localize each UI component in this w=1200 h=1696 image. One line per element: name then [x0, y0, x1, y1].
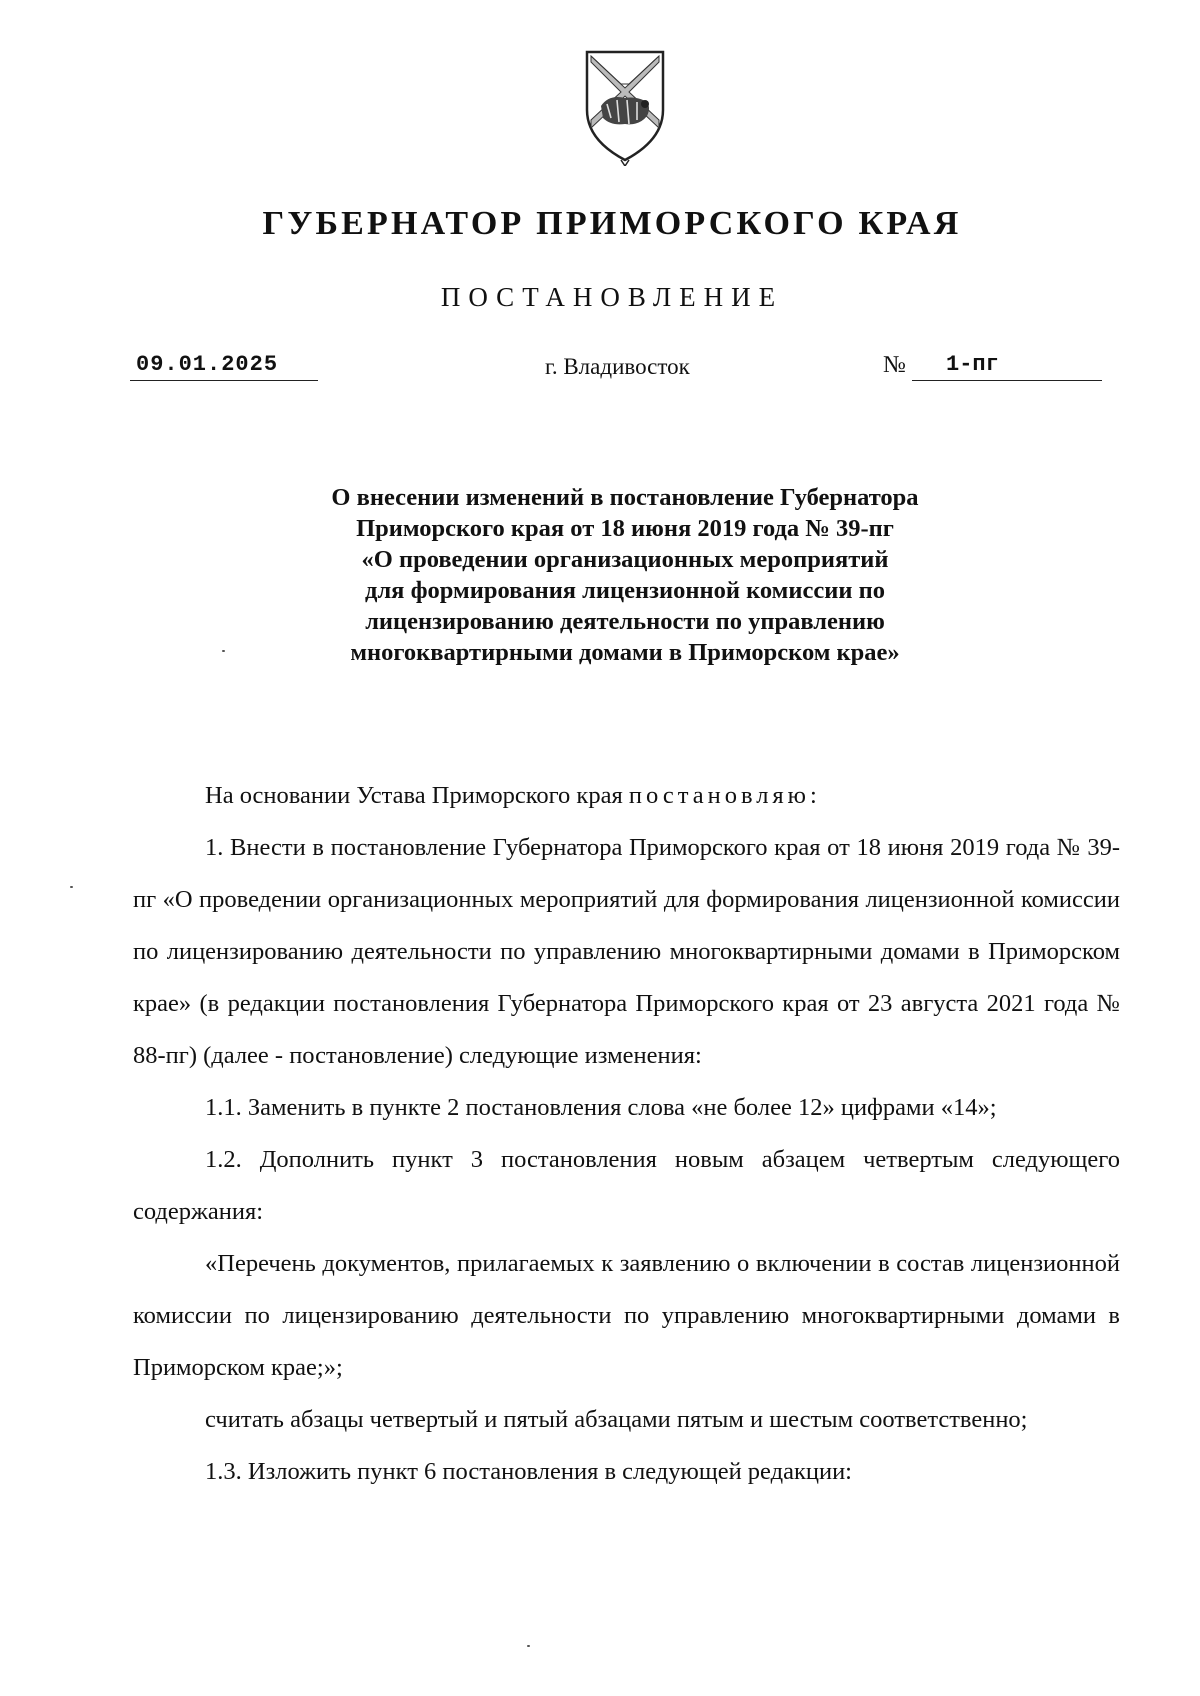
- title-line: для формирования лицензионной комиссии по: [365, 577, 885, 604]
- decree-keyword: постановляю:: [628, 782, 821, 809]
- title-line: Приморского края от 18 июня 2019 года № 39-пг: [356, 515, 894, 542]
- document-number: 1-пг: [912, 352, 1102, 381]
- paragraph-1-3: 1.3. Изложить пункт 6 постановления в следующей редакции:: [205, 1458, 852, 1485]
- scan-speck: [222, 650, 225, 652]
- scan-speck: [70, 886, 73, 888]
- title-line: лицензированию деятельности по управлению: [365, 608, 885, 635]
- paragraph-1-2: 1.2. Дополнить пункт 3 постановления новым абзацем четвертым следующего содержания:: [133, 1146, 1120, 1225]
- title-line: многоквартирными домами в Приморском крае»: [350, 639, 900, 666]
- title-line: «О проведении организационных мероприятий: [361, 546, 889, 573]
- quoted-paragraph: «Перечень документов, прилагаемых к заявлению о включении в состав лицензионной комиссии по лицензированию деятельности по управлению многоквартирными домами в Приморском крае;»;: [133, 1250, 1120, 1381]
- document-body: [133, 770, 1120, 1498]
- document-title: [150, 482, 1100, 668]
- paragraph-1: 1. Внести в постановление Губернатора Приморского края от 18 июня 2019 года № 39-пг «О проведении организационных мероприятий для формирования лицензионной комиссии по лицензированию деятельности по управлению многоквартирными домами в Приморском крае» (в редакции постановления Губернатора Приморского края от 23 августа 2021 года № 88-пг) (далее - постановление) следующие изменения:: [133, 834, 1120, 1069]
- intro-paragraph: [133, 770, 1120, 822]
- renumber-paragraph: считать абзацы четвертый и пятый абзацами пятым и шестым соответственно;: [205, 1406, 1028, 1433]
- paragraph-1-1: 1.1. Заменить в пункте 2 постановления слова «не более 12» цифрами «14»;: [205, 1094, 997, 1121]
- title-line: О внесении изменений в постановление Губернатора: [331, 484, 919, 511]
- document-date: 09.01.2025: [130, 352, 318, 381]
- intro-text: На основании Устава Приморского края: [205, 782, 623, 809]
- scan-speck: [527, 1645, 530, 1647]
- document-type-heading: ПОСТАНОВЛЕНИЕ: [440, 282, 784, 312]
- authority-heading: ГУБЕРНАТОР ПРИМОРСКОГО КРАЯ: [262, 205, 962, 242]
- document-city: г. Владивосток: [545, 354, 690, 379]
- number-label: №: [883, 352, 906, 378]
- coat-of-arms-emblem: [577, 48, 673, 166]
